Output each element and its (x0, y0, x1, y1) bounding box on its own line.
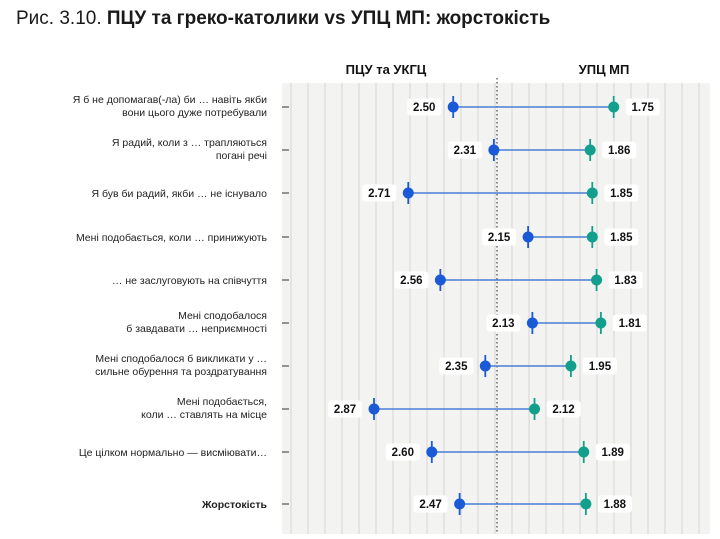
point-b-4 (591, 275, 602, 286)
category-label-5-1: б завдавати … неприємності (126, 323, 267, 335)
category-label-1-1: погані речі (215, 150, 267, 162)
category-label-0-1: вони цього дуже потребували (122, 107, 267, 119)
point-a-4 (435, 275, 446, 286)
point-a-9 (454, 499, 465, 510)
value-label-a-4: 2.56 (400, 275, 423, 287)
category-label-7-0: Мені подобається, (176, 396, 267, 408)
point-a-8 (426, 447, 437, 458)
value-label-b-7: 2.12 (552, 404, 575, 416)
point-b-6 (565, 361, 576, 372)
figure-title: ПЦУ та греко-католики vs УПЦ МП: жорстокість (106, 8, 551, 29)
series-header-a: ПЦУ та УКГЦ (345, 62, 427, 77)
value-label-b-6: 1.95 (588, 361, 612, 373)
point-b-5 (595, 318, 606, 329)
value-label-a-9: 2.47 (419, 499, 442, 511)
point-b-1 (585, 145, 596, 156)
category-label-1-0: Я радий, коли з … трапляються (111, 137, 267, 149)
value-label-b-1: 1.86 (607, 145, 631, 157)
point-a-5 (527, 318, 538, 329)
value-label-a-7: 2.87 (333, 404, 357, 416)
point-b-2 (587, 188, 598, 199)
category-label-2-0: Я був би радий, якби … не існувало (91, 188, 267, 200)
value-label-b-5: 1.81 (618, 318, 642, 330)
value-label-a-2: 2.71 (368, 188, 391, 200)
point-a-7 (369, 404, 380, 415)
value-label-b-4: 1.83 (614, 275, 637, 287)
value-label-b-9: 1.88 (603, 499, 627, 511)
category-label-4-0: … не заслуговують на співчуття (111, 275, 267, 287)
value-label-a-5: 2.13 (492, 318, 515, 330)
point-b-9 (580, 499, 591, 510)
value-label-b-3: 1.85 (610, 232, 633, 244)
point-a-2 (403, 188, 414, 199)
point-b-0 (608, 102, 619, 113)
value-label-b-2: 1.85 (610, 188, 633, 200)
point-b-7 (529, 404, 540, 415)
point-b-3 (587, 232, 598, 243)
category-label-5-0: Мені сподобалося (178, 310, 267, 322)
value-label-a-8: 2.60 (391, 447, 414, 459)
category-label-7-1: коли … ставлять на місце (141, 409, 267, 421)
point-a-0 (448, 102, 459, 113)
value-label-b-8: 1.89 (601, 447, 624, 459)
point-b-8 (578, 447, 589, 458)
category-label-3-0: Мені подобається, коли … принижують (75, 232, 267, 244)
point-a-3 (523, 232, 534, 243)
category-label-9-0: Жорстокість (201, 499, 267, 511)
point-a-1 (488, 145, 499, 156)
point-a-6 (480, 361, 491, 372)
value-label-a-0: 2.50 (413, 102, 436, 114)
figure-number: Рис. 3.10. (16, 8, 102, 29)
category-label-0-0: Я б не допомагав(-ла) би … навіть якби (72, 94, 267, 106)
value-label-a-3: 2.15 (487, 232, 511, 244)
value-label-a-1: 2.31 (453, 145, 477, 157)
category-label-6-0: Мені сподобалося б викликати у … (95, 353, 267, 365)
category-label-8-0: Це цілком нормально — висміювати… (78, 447, 267, 459)
category-label-6-1: сильне обурення та роздратування (95, 366, 267, 378)
value-label-b-0: 1.75 (631, 102, 654, 114)
value-label-a-6: 2.35 (445, 361, 468, 373)
series-header-b: УПЦ МП (578, 62, 630, 77)
